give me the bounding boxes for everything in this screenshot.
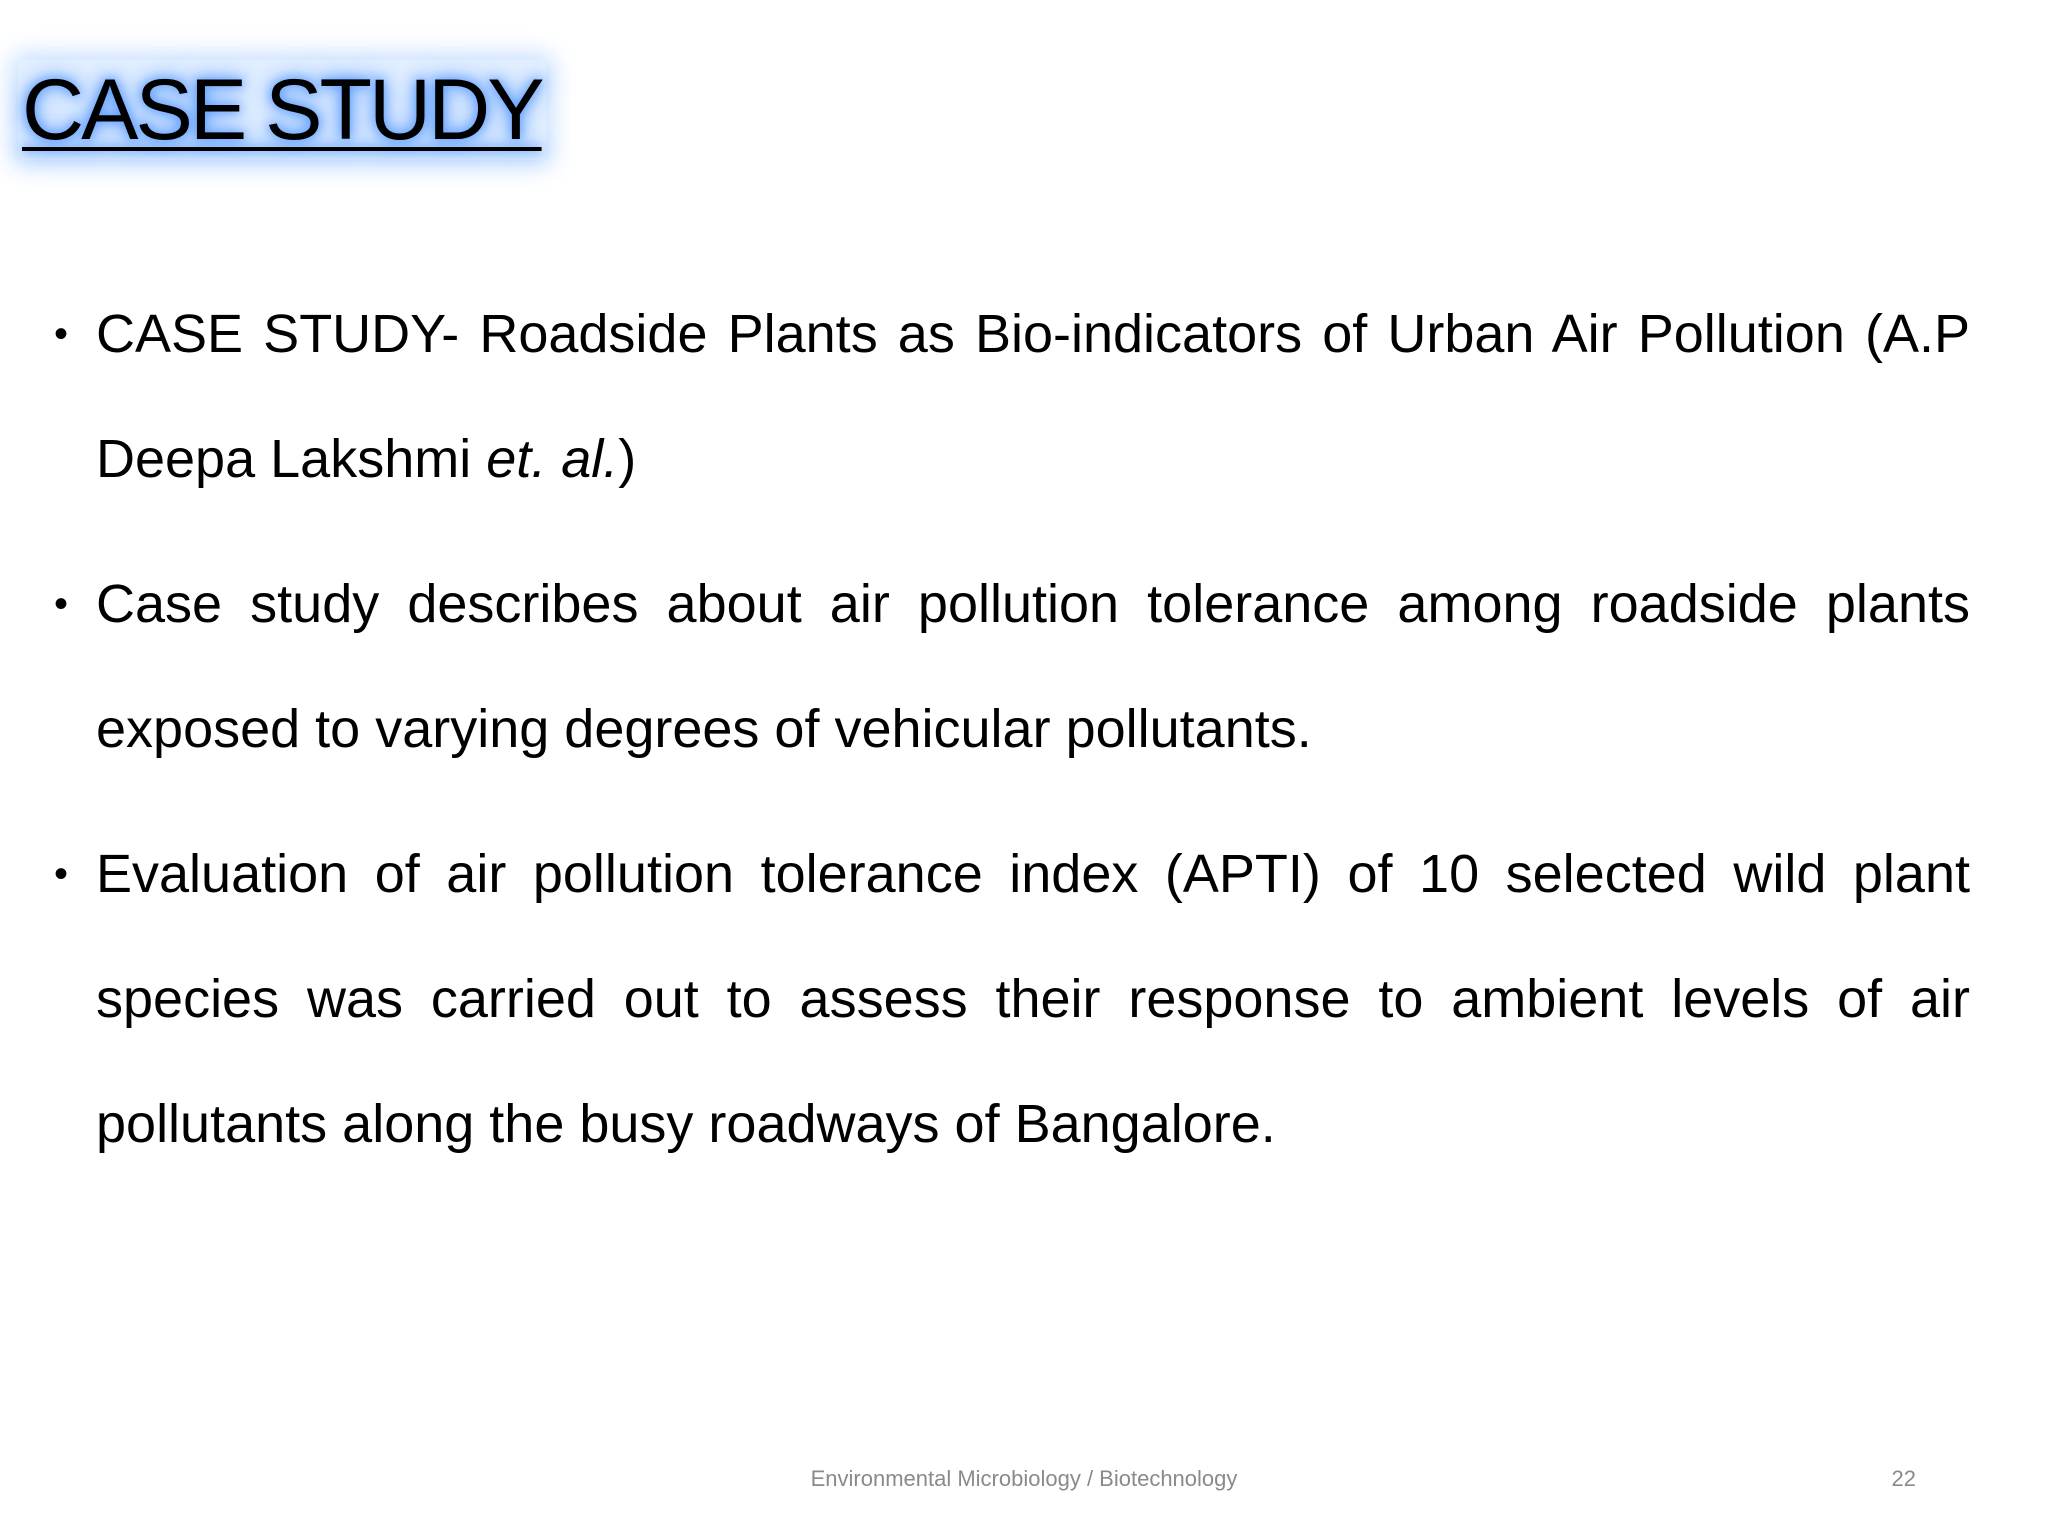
- bullet-icon: •: [54, 312, 69, 356]
- bullet-text: Case study describes about air pollution tolerance among roadside plants exposed to varying degrees of vehicular pollutants.: [96, 574, 1970, 759]
- bullet-item-case-study: [54, 272, 1970, 522]
- page-number: 22: [1891, 1466, 1916, 1491]
- bullet-icon: •: [54, 582, 69, 626]
- bullet-text-before: CASE STUDY- Roadside Plants as Bio-indicators of Urban Air Pollution (A.P Deepa Lakshmi: [96, 304, 1970, 489]
- slide-footer: Environmental Microbiology / Biotechnology: [810, 1466, 1238, 1491]
- bullet-text: Evaluation of air pollution tolerance index (APTI) of 10 selected wild plant species was carried out to assess their response to ambient levels of air pollutants along the busy roadways of Bangalore.: [96, 844, 1970, 1154]
- bullet-text-after: ): [618, 429, 637, 489]
- bullet-item-description: [54, 542, 1970, 792]
- bullet-item-evaluation: [54, 812, 1970, 1187]
- bullet-list: [54, 272, 1970, 1207]
- slide-title: CASE STUDY: [18, 60, 546, 160]
- bullet-text-italic: et. al.: [486, 429, 619, 489]
- bullet-icon: •: [54, 852, 69, 896]
